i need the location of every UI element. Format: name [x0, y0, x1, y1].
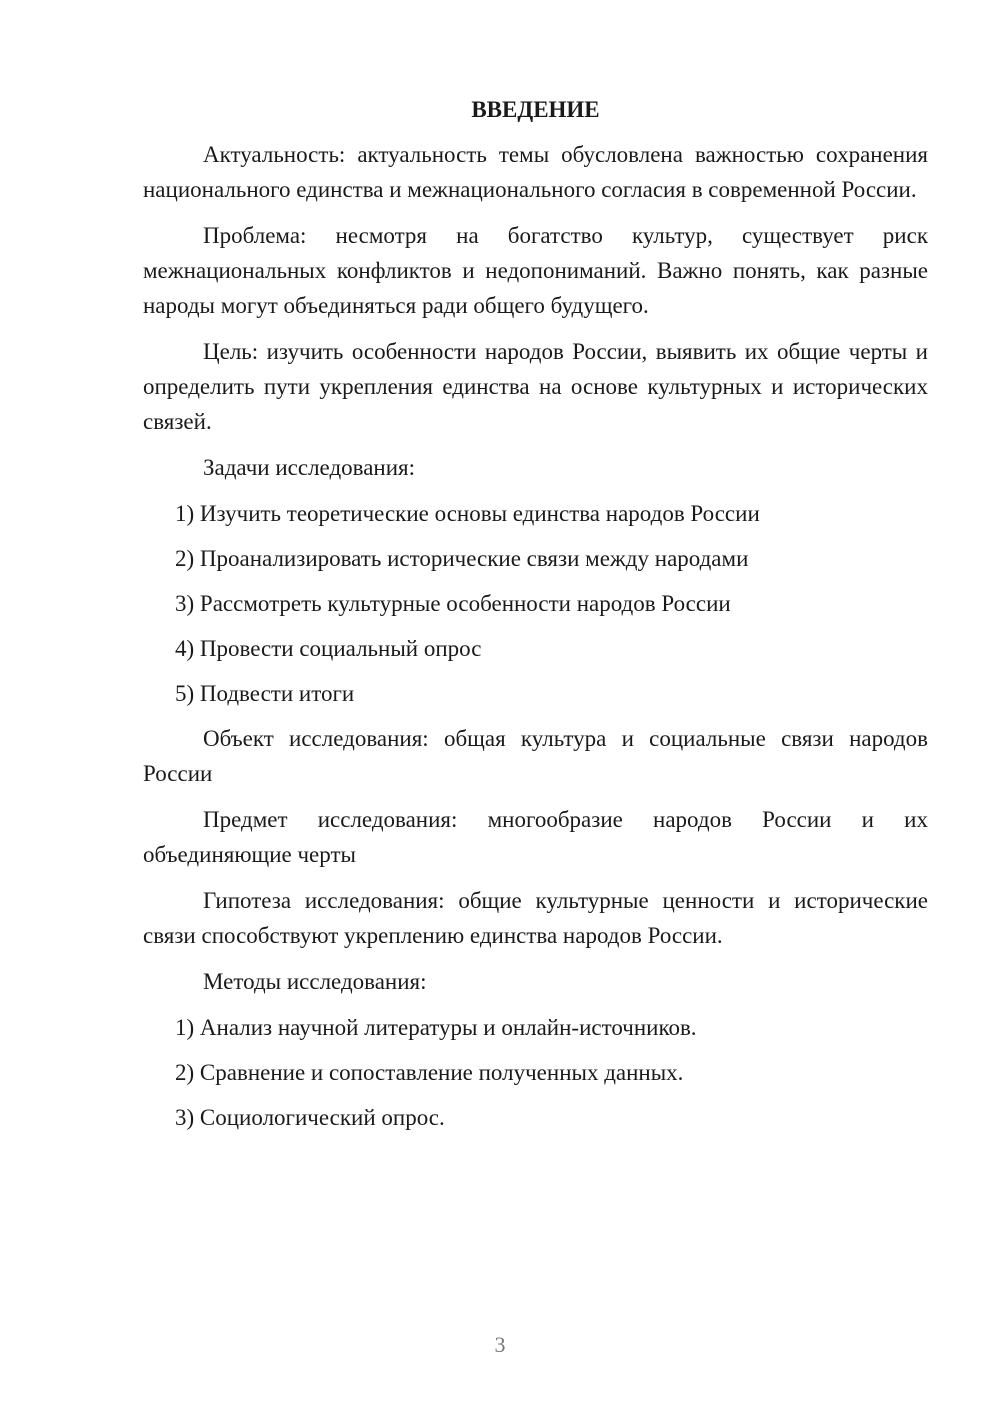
page-number: 3 — [494, 1332, 506, 1357]
task-item: 1) Изучить теоретические основы единства народов России — [175, 501, 760, 526]
task-item: 2) Проанализировать исторические связи между народами — [175, 546, 749, 571]
page-title: ВВЕДЕНИЕ — [471, 97, 600, 122]
method-item: 1) Анализ научной литературы и онлайн-источников. — [175, 1015, 697, 1040]
problem-paragraph: Проблема: несмотря на богатство культур, существует риск межнациональных конфликтов и недопониманий. Важно понять, как разные народы могут объединяться ради общего будущего. — [143, 223, 928, 318]
tasks-list — [143, 496, 928, 711]
methods-heading: Методы исследования: — [203, 969, 427, 994]
method-item: 2) Сравнение и сопоставление полученных данных. — [175, 1060, 684, 1085]
task-item: 3) Рассмотреть культурные особенности народов России — [175, 591, 731, 616]
goal-paragraph: Цель: изучить особенности народов России, выявить их общие черты и определить пути укрепления единства на основе культурных и исторических связей. — [143, 339, 928, 434]
method-item: 3) Социологический опрос. — [175, 1105, 445, 1130]
tasks-heading: Задачи исследования: — [203, 455, 416, 480]
hypothesis-paragraph: Гипотеза исследования: общие культурные ценности и исторические связи способствуют укреплению единства народов России. — [143, 888, 928, 948]
task-item: 4) Провести социальный опрос — [175, 636, 482, 661]
subject-paragraph: Предмет исследования: многообразие народов России и их объединяющие черты — [143, 807, 928, 867]
task-item: 5) Подвести итоги — [175, 681, 355, 706]
page-content — [143, 92, 928, 1145]
object-paragraph: Объект исследования: общая культура и социальные связи народов России — [143, 726, 928, 786]
methods-list — [143, 1010, 928, 1135]
relevance-paragraph: Актуальность: актуальность темы обусловлена важностью сохранения национального единства и межнационального согласия в современной России. — [143, 142, 928, 202]
